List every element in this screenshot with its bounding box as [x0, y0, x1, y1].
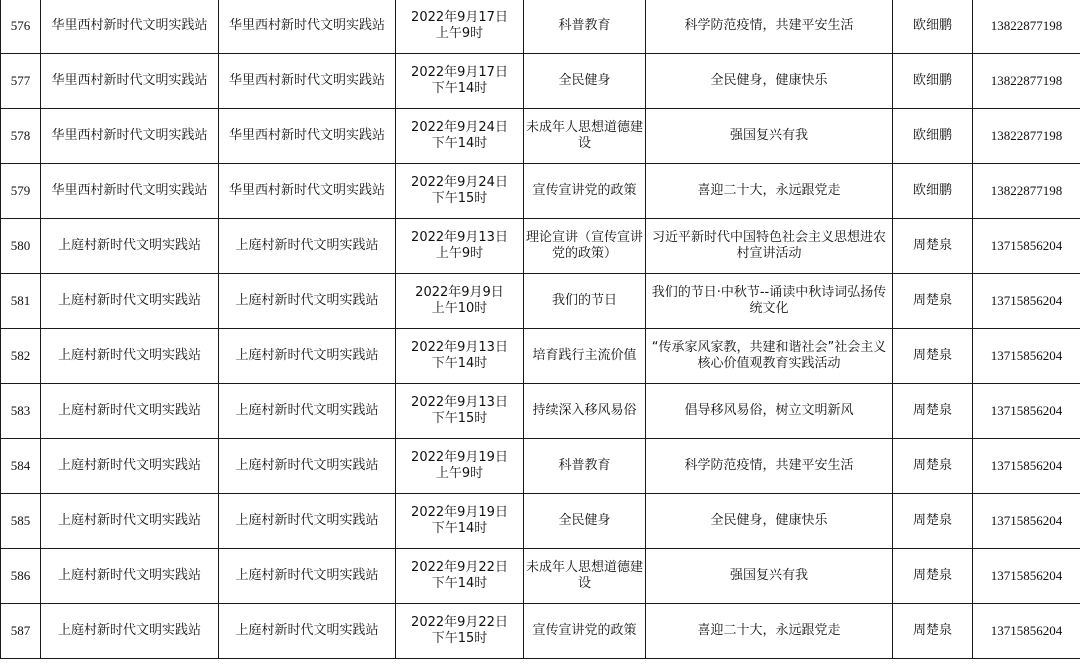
phone-cell: 13822877198: [973, 54, 1080, 109]
activity-theme-cell: 科学防范疫情，共建平安生活: [646, 439, 893, 494]
date-text: 2022年9月24日: [411, 120, 508, 135]
datetime-cell: [396, 439, 524, 494]
activity-theme-cell: 习近平新时代中国特色社会主义思想进农村宣讲活动: [646, 219, 893, 274]
datetime-cell: [396, 384, 524, 439]
phone-cell: 13715856204: [973, 549, 1080, 604]
venue-cell: 上庭村新时代文明实践站: [219, 604, 396, 659]
activity-type-cell: 全民健身: [524, 54, 646, 109]
activity-type-cell: 培育践行主流价值: [524, 329, 646, 384]
phone-cell: 13715856204: [973, 604, 1080, 659]
phone-cell: 13715856204: [973, 329, 1080, 384]
table-row: [1, 219, 1080, 274]
date-text: 2022年9月9日: [415, 285, 504, 300]
date-text: 2022年9月13日: [411, 340, 508, 355]
time-text: 下午15时: [431, 411, 488, 426]
table-row: [1, 109, 1080, 164]
organizer-cell: 上庭村新时代文明实践站: [41, 384, 219, 439]
activity-type-cell: 科普教育: [524, 439, 646, 494]
table-row: [1, 54, 1080, 109]
activity-type-cell: 持续深入移风易俗: [524, 384, 646, 439]
activity-theme-cell: 强国复兴有我: [646, 109, 893, 164]
table-row: [1, 0, 1080, 54]
organizer-cell: 上庭村新时代文明实践站: [41, 439, 219, 494]
contact-person-cell: 周楚泉: [893, 549, 973, 604]
table-row: [1, 439, 1080, 494]
date-text: 2022年9月22日: [411, 615, 508, 630]
table-row: [1, 164, 1080, 219]
row-number-cell: 580: [1, 219, 41, 274]
venue-cell: 上庭村新时代文明实践站: [219, 219, 396, 274]
row-number-cell: 577: [1, 54, 41, 109]
datetime-cell: [396, 549, 524, 604]
contact-person-cell: 周楚泉: [893, 384, 973, 439]
time-text: 下午15时: [431, 631, 488, 646]
time-text: 下午14时: [431, 576, 488, 591]
table-row: [1, 604, 1080, 659]
time-text: 下午14时: [431, 136, 488, 151]
activity-theme-cell: “传承家风家教，共建和谐社会”社会主义核心价值观教育实践活动: [646, 329, 893, 384]
activity-theme-cell: 科学防范疫情，共建平安生活: [646, 0, 893, 54]
row-number-cell: 576: [1, 0, 41, 54]
phone-cell: 13822877198: [973, 164, 1080, 219]
activity-type-cell: 宣传宣讲党的政策: [524, 604, 646, 659]
row-number-cell: 585: [1, 494, 41, 549]
date-text: 2022年9月22日: [411, 560, 508, 575]
row-number-cell: 587: [1, 604, 41, 659]
row-number-cell: 578: [1, 109, 41, 164]
phone-cell: 13715856204: [973, 439, 1080, 494]
venue-cell: 上庭村新时代文明实践站: [219, 329, 396, 384]
row-number-cell: 579: [1, 164, 41, 219]
datetime-cell: [396, 109, 524, 164]
venue-cell: 上庭村新时代文明实践站: [219, 549, 396, 604]
date-text: 2022年9月19日: [411, 450, 508, 465]
row-number-cell: 584: [1, 439, 41, 494]
activity-theme-cell: 倡导移风易俗，树立文明新风: [646, 384, 893, 439]
organizer-cell: 上庭村新时代文明实践站: [41, 274, 219, 329]
venue-cell: 华里西村新时代文明实践站: [219, 54, 396, 109]
venue-cell: 上庭村新时代文明实践站: [219, 439, 396, 494]
phone-cell: 13715856204: [973, 384, 1080, 439]
activity-type-cell: 我们的节日: [524, 274, 646, 329]
activity-type-cell: 未成年人思想道德建设: [524, 549, 646, 604]
venue-cell: 上庭村新时代文明实践站: [219, 384, 396, 439]
time-text: 下午14时: [431, 521, 488, 536]
activity-type-cell: 理论宣讲（宣传宣讲党的政策）: [524, 219, 646, 274]
contact-person-cell: 周楚泉: [893, 439, 973, 494]
contact-person-cell: 周楚泉: [893, 329, 973, 384]
contact-person-cell: 周楚泉: [893, 274, 973, 329]
date-text: 2022年9月24日: [411, 175, 508, 190]
organizer-cell: 上庭村新时代文明实践站: [41, 494, 219, 549]
activity-type-cell: 宣传宣讲党的政策: [524, 164, 646, 219]
row-number-cell: 581: [1, 274, 41, 329]
row-number-cell: 583: [1, 384, 41, 439]
time-text: 下午14时: [431, 81, 488, 96]
time-text: 上午10时: [431, 301, 488, 316]
time-text: 上午9时: [435, 26, 484, 41]
activity-type-cell: 科普教育: [524, 0, 646, 54]
row-number-cell: 582: [1, 329, 41, 384]
contact-person-cell: 欧细鹏: [893, 109, 973, 164]
organizer-cell: 上庭村新时代文明实践站: [41, 219, 219, 274]
venue-cell: 华里西村新时代文明实践站: [219, 109, 396, 164]
contact-person-cell: 欧细鹏: [893, 164, 973, 219]
contact-person-cell: 欧细鹏: [893, 54, 973, 109]
contact-person-cell: 周楚泉: [893, 219, 973, 274]
venue-cell: 上庭村新时代文明实践站: [219, 494, 396, 549]
activity-type-cell: 未成年人思想道德建设: [524, 109, 646, 164]
activity-theme-cell: 喜迎二十大，永远跟党走: [646, 604, 893, 659]
activity-theme-cell: 全民健身，健康快乐: [646, 494, 893, 549]
datetime-cell: [396, 219, 524, 274]
venue-cell: 华里西村新时代文明实践站: [219, 0, 396, 54]
activity-type-cell: 全民健身: [524, 494, 646, 549]
organizer-cell: 上庭村新时代文明实践站: [41, 329, 219, 384]
table-row: [1, 384, 1080, 439]
date-text: 2022年9月17日: [411, 10, 508, 25]
contact-person-cell: 周楚泉: [893, 604, 973, 659]
row-number-cell: 586: [1, 549, 41, 604]
date-text: 2022年9月13日: [411, 230, 508, 245]
time-text: 下午14时: [431, 356, 488, 371]
activity-theme-cell: 全民健身，健康快乐: [646, 54, 893, 109]
activity-theme-cell: 喜迎二十大，永远跟党走: [646, 164, 893, 219]
datetime-cell: [396, 329, 524, 384]
date-text: 2022年9月13日: [411, 395, 508, 410]
phone-cell: 13715856204: [973, 494, 1080, 549]
venue-cell: 华里西村新时代文明实践站: [219, 164, 396, 219]
venue-cell: 上庭村新时代文明实践站: [219, 274, 396, 329]
time-text: 下午15时: [431, 191, 488, 206]
table-body: [1, 0, 1080, 659]
table-row: [1, 549, 1080, 604]
datetime-cell: [396, 274, 524, 329]
organizer-cell: 华里西村新时代文明实践站: [41, 54, 219, 109]
time-text: 上午9时: [435, 466, 484, 481]
organizer-cell: 华里西村新时代文明实践站: [41, 0, 219, 54]
organizer-cell: 华里西村新时代文明实践站: [41, 109, 219, 164]
organizer-cell: 上庭村新时代文明实践站: [41, 604, 219, 659]
table-row: [1, 274, 1080, 329]
datetime-cell: [396, 54, 524, 109]
phone-cell: 13822877198: [973, 0, 1080, 54]
organizer-cell: 华里西村新时代文明实践站: [41, 164, 219, 219]
table-row: [1, 329, 1080, 384]
phone-cell: 13715856204: [973, 274, 1080, 329]
organizer-cell: 上庭村新时代文明实践站: [41, 549, 219, 604]
contact-person-cell: 周楚泉: [893, 494, 973, 549]
datetime-cell: [396, 494, 524, 549]
time-text: 上午9时: [435, 246, 484, 261]
table-row: [1, 494, 1080, 549]
activity-theme-cell: 我们的节日·中秋节--诵读中秋诗词弘扬传统文化: [646, 274, 893, 329]
date-text: 2022年9月19日: [411, 505, 508, 520]
phone-cell: 13715856204: [973, 219, 1080, 274]
phone-cell: 13822877198: [973, 109, 1080, 164]
date-text: 2022年9月17日: [411, 65, 508, 80]
datetime-cell: [396, 604, 524, 659]
contact-person-cell: 欧细鹏: [893, 0, 973, 54]
datetime-cell: [396, 164, 524, 219]
activity-theme-cell: 强国复兴有我: [646, 549, 893, 604]
datetime-cell: [396, 0, 524, 54]
